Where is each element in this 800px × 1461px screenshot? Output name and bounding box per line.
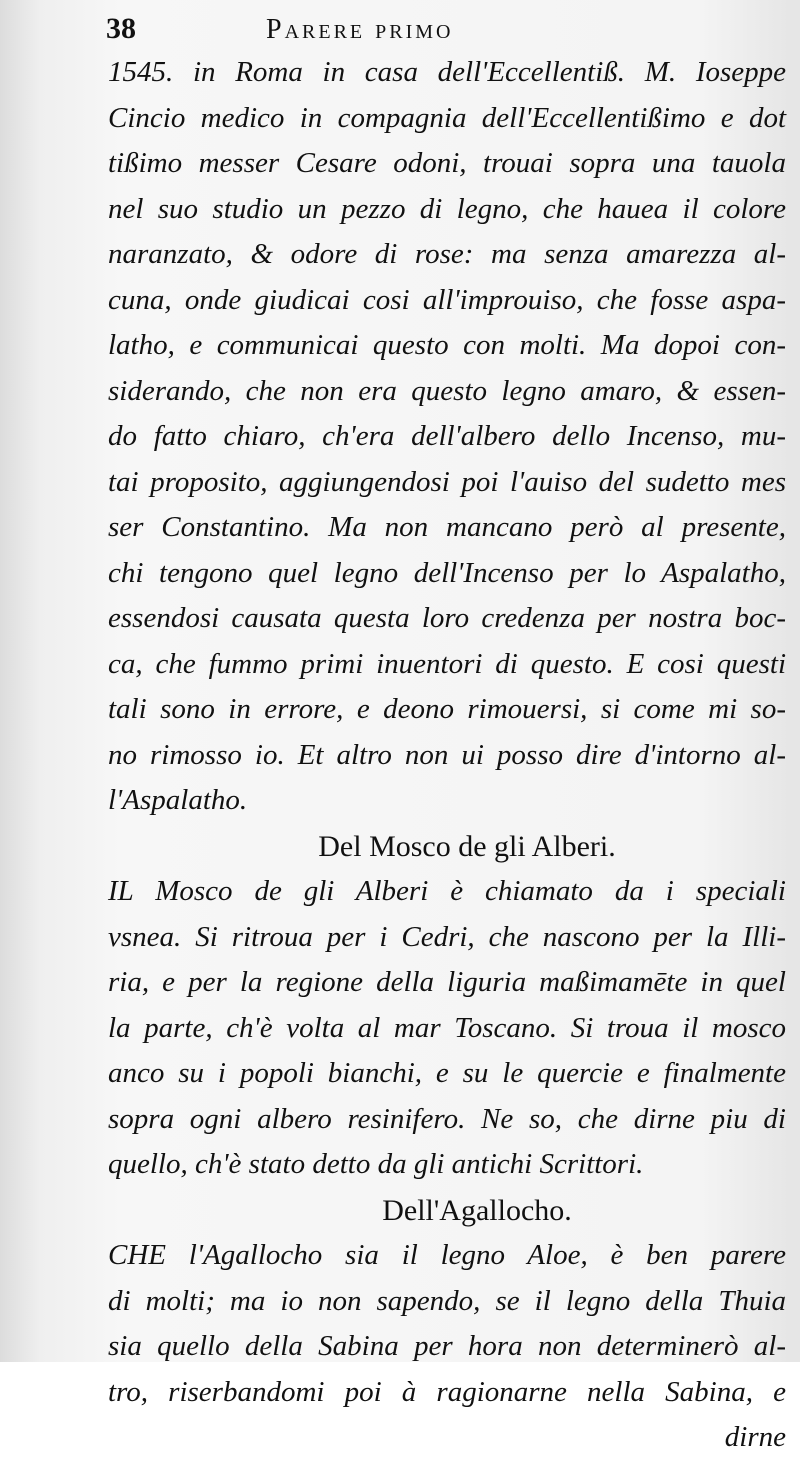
text-line: di molti; ma io non sapendo, se il legno della Thuia — [108, 1284, 786, 1317]
text-line: latho, e communicai questo con molti. Ma dopoi con- — [108, 329, 786, 361]
text-line: essendosi causata questa loro credenza per nostra boc- — [108, 602, 786, 634]
text-line: ria, e per la regione della liguria maßimamēte in quel — [108, 966, 786, 998]
text-line: sopra ogni albero resinifero. Ne so, che dirne piu di — [108, 1102, 786, 1135]
text-line: siderando, che non era questo legno amaro, & essen- — [108, 374, 786, 407]
text-block — [108, 50, 786, 1461]
text-line: IL Mosco de gli Alberi è chiamato da i speciali — [108, 875, 786, 907]
text-line: chi tengono quel legno dell'Incenso per lo Aspalatho, — [108, 556, 786, 589]
catchword: dirne — [724, 1421, 786, 1453]
text-line: anco su i popoli bianchi, e su le quercie e finalmente — [108, 1057, 786, 1089]
text-line: l'Aspalatho. — [108, 784, 248, 816]
page-header — [106, 12, 786, 52]
text-line: la parte, ch'è volta al mar Toscano. Si troua il mosco — [108, 1011, 786, 1044]
running-head: Parere primo — [266, 14, 454, 45]
text-line: nel suo studio un pezzo di legno, che hauea il colore — [108, 192, 786, 225]
text-line: ca, che fummo primi inuentori di questo. E cosi questi — [108, 647, 786, 680]
text-line: tai proposito, aggiungendosi poi l'auiso del sudetto mes — [108, 465, 786, 498]
text-line: ser Constantino. Ma non mancano però al presente, — [108, 511, 786, 543]
text-line: sia quello della Sabina per hora non determinerò al- — [108, 1330, 786, 1362]
text-line: cuna, onde giudicai cosi all'improuiso, che fosse aspa- — [108, 283, 786, 316]
section-heading: Dell'Agallocho. — [382, 1193, 572, 1227]
text-line: tro, riserbandomi poi à ragionarne nella Sabina, e — [108, 1375, 786, 1408]
text-line: no rimosso io. Et altro non ui posso dire d'intorno al- — [108, 738, 786, 771]
text-line: CHE l'Agallocho sia il legno Aloe, è ben parere — [108, 1239, 786, 1271]
page-number: 38 — [106, 12, 136, 45]
text-line: vsnea. Si ritroua per i Cedri, che nascono per la Illi- — [108, 920, 786, 953]
text-line: naranzato, & odore di rose: ma senza amarezza al- — [108, 238, 786, 270]
section-heading: Del Mosco de gli Alberi. — [318, 829, 616, 863]
text-line: 1545. in Roma in casa dell'Eccellentiß. M. Ioseppe — [108, 56, 786, 88]
text-line: quello, ch'è stato detto da gli antichi Scrittori. — [108, 1148, 644, 1180]
text-line: tali sono in errore, e deono rimouersi, si come mi so- — [108, 693, 786, 725]
text-line: tißimo messer Cesare odoni, trouai sopra una tauola — [108, 147, 786, 179]
text-line: Cincio medico in compagnia dell'Eccellentißimo e dot — [108, 101, 786, 134]
text-line: do fatto chiaro, ch'era dell'albero dello Incenso, mu- — [108, 420, 786, 452]
